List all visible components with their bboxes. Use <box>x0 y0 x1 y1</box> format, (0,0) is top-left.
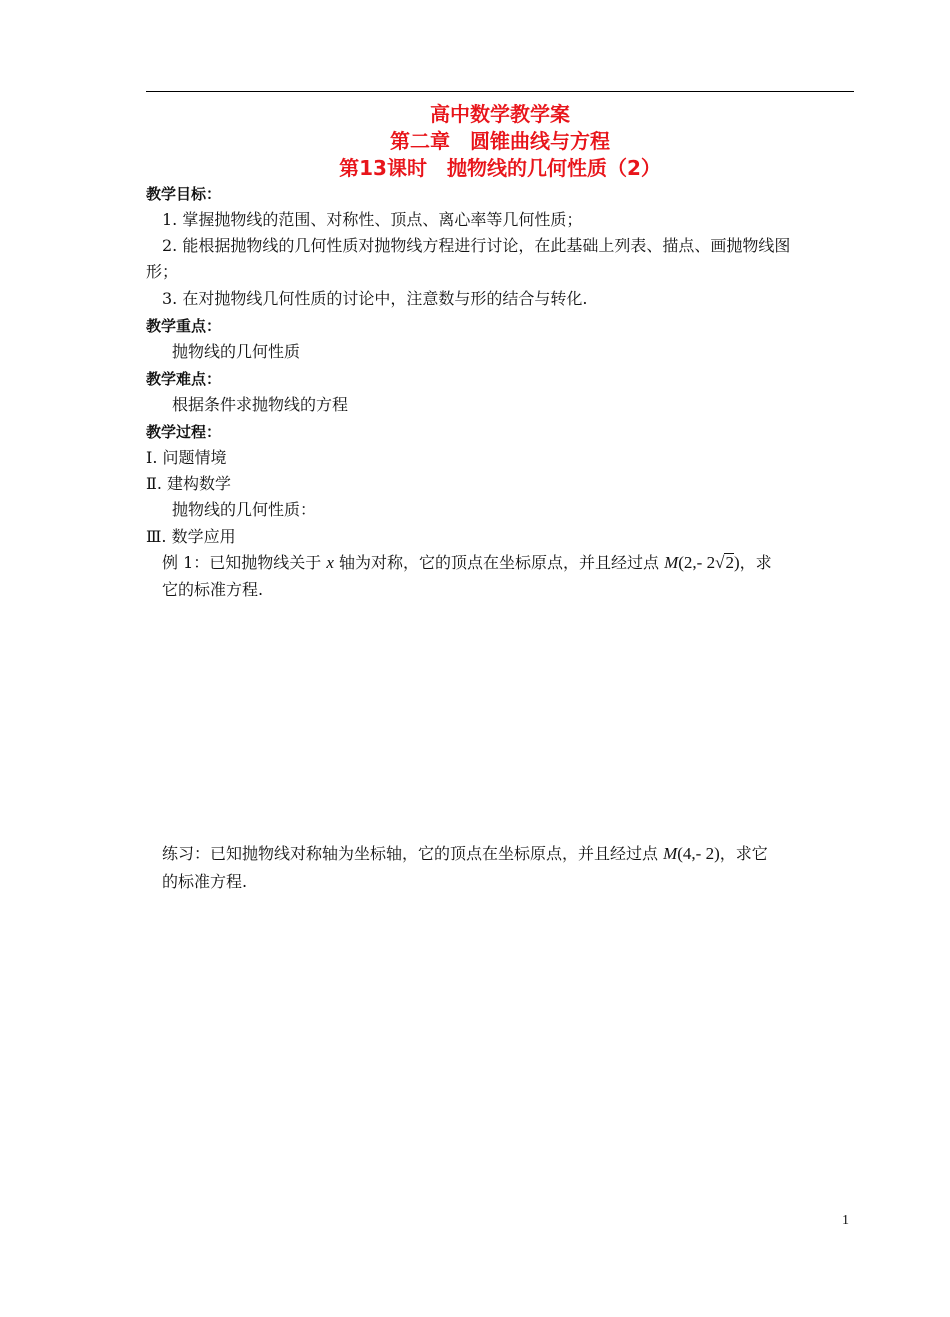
example-1-point-m: M <box>664 553 679 572</box>
key-points-heading: 教学重点： <box>146 317 222 335</box>
lesson-title: 第13课时 抛物线的几何性质（2） <box>339 156 661 180</box>
practice-point-m: M <box>663 844 678 863</box>
practice-line-1 <box>162 843 768 865</box>
example-1-sqrt-arg: 2 <box>725 553 734 572</box>
difficulties-heading: 教学难点： <box>146 370 222 388</box>
objective-item-3: 3. 在对抛物线几何性质的讨论中，注意数与形的结合与转化. <box>162 289 588 308</box>
objective-item-2-continued: 形； <box>146 262 179 281</box>
difficulties-text: 根据条件求抛物线的方程 <box>172 395 349 414</box>
example-1-line-1 <box>162 552 772 574</box>
section-construct-math-text: 抛物线的几何性质： <box>172 500 317 519</box>
example-1-suffix: ，求 <box>739 553 772 572</box>
example-1-var-x: x <box>326 553 334 572</box>
practice-line-2: 的标准方程. <box>162 872 248 891</box>
section-problem-situation: Ⅰ. 问题情境 <box>146 448 227 467</box>
document-title: 高中数学教学案 <box>430 102 570 126</box>
practice-prefix: 练习：已知抛物线对称轴为坐标轴，它的顶点在坐标原点，并且经过点 <box>162 844 664 863</box>
example-1-point-close: ) <box>733 553 740 572</box>
objective-item-2: 2. 能根据抛物线的几何性质对抛物线方程进行讨论，在此基础上列表、描点、画抛物线图 <box>162 236 791 255</box>
key-points-text: 抛物线的几何性质 <box>172 342 301 361</box>
chapter-title: 第二章 圆锥曲线与方程 <box>390 129 610 153</box>
example-1-point-open: (2,- 2 <box>678 553 716 572</box>
example-1-line-2: 它的标准方程. <box>162 580 264 599</box>
objective-item-1: 1. 掌握抛物线的范围、对称性、顶点、离心率等几何性质； <box>162 210 583 229</box>
section-construct-math: Ⅱ. 建构数学 <box>146 474 232 493</box>
practice-point-coords: (4,- 2) <box>677 844 720 863</box>
example-1-mid: 轴为对称，它的顶点在坐标原点，并且经过点 <box>333 553 665 572</box>
page-number: 1 <box>842 1213 849 1228</box>
example-1-prefix: 例 1：已知抛物线关于 <box>162 553 327 572</box>
section-math-application: Ⅲ. 数学应用 <box>146 527 236 546</box>
sqrt-symbol: √ <box>715 553 725 572</box>
process-heading: 教学过程： <box>146 423 222 441</box>
header-rule <box>146 91 854 92</box>
practice-suffix: ，求它 <box>719 844 768 863</box>
objectives-heading: 教学目标： <box>146 185 222 203</box>
